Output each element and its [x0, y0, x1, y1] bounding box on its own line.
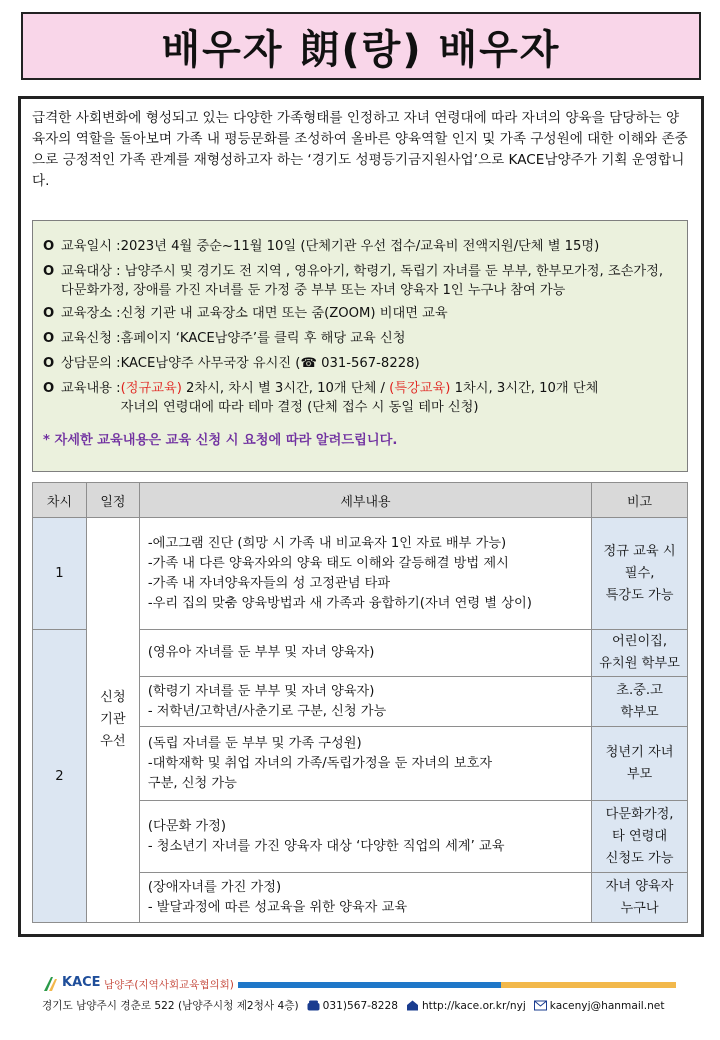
detail-cell: (영유아 자녀를 둔 부부 및 자녀 양육자) — [139, 630, 591, 677]
bullet-circle-icon: O — [43, 381, 55, 396]
info-row-target — [43, 262, 677, 300]
header-detail: 세부내용 — [139, 483, 591, 518]
table-header-row — [33, 483, 688, 518]
header-note: 비고 — [592, 483, 688, 518]
detail-cell: (학령기 자녀를 둔 부부 및 자녀 양육자) - 저학년/고학년/사춘기로 구분, 신청 가능 — [139, 677, 591, 727]
session-cell: 2 — [33, 630, 87, 923]
info-row-date — [43, 237, 677, 256]
page-title: 배우자 朗(랑) 배우자 — [161, 26, 561, 73]
table-row — [33, 518, 688, 630]
bullet-circle-icon: O — [43, 356, 55, 371]
info-value: 남양주시 및 경기도 전 지역 , 영유아기, 학령기, 독립기 자녀를 둔 부부, 한부모가정, 조손가정, 다문화가정, 장애를 가진 자녀를 둔 가정 중 부부 또는 자녀 양육자 1인 누구나 참여 가능 — [61, 264, 664, 298]
info-label: 교육내용 : — [61, 381, 121, 396]
info-label: 교육대상 : — [61, 264, 125, 279]
kace-logo-icon — [42, 975, 60, 993]
title-banner — [21, 12, 701, 80]
info-value: 2023년 4월 중순~11월 10일 (단체기관 우선 접수/교육비 전액지원/단체 별 15명) — [120, 239, 600, 254]
phone-icon — [307, 1000, 320, 1011]
info-row-apply — [43, 329, 677, 348]
detail-cell: (독립 자녀를 둔 부부 및 가족 구성원) -대학재학 및 취업 자녀의 가족/독립가정을 둔 자녀의 보호자 구분, 신청 가능 — [139, 727, 591, 801]
bullet-circle-icon: O — [43, 239, 55, 254]
note-cell: 어린이집, 유치원 학부모 — [592, 630, 688, 677]
logo-divider — [238, 982, 676, 988]
footer-contact — [42, 998, 692, 1013]
note-cell: 자녀 양육자 누구나 — [592, 873, 688, 923]
bullet-circle-icon: O — [43, 306, 55, 321]
footer-logo — [42, 973, 678, 995]
note-cell: 청년기 자녀 부모 — [592, 727, 688, 801]
info-footnote: * 자세한 교육내용은 교육 신청 시 요청에 따라 알려드립니다. — [43, 433, 398, 448]
logo-subtitle: 남양주(지역사회교육협의회) — [104, 979, 234, 991]
logo-text: KACE — [62, 975, 101, 990]
regular-course-tag: (정규교육) — [120, 381, 182, 396]
schedule-cell: 신청 기관 우선 — [86, 518, 139, 923]
detail-cell: (다문화 가정) - 청소년기 자녀를 가진 양육자 대상 ‘다양한 직업의 세계’ 교육 — [139, 801, 591, 873]
info-label: 상담문의 : — [61, 356, 121, 371]
session-cell: 1 — [33, 518, 87, 630]
intro-paragraph: 급격한 사회변화에 형성되고 있는 다양한 가족형태를 인정하고 자녀 연령대에 따라 자녀의 양육을 담당하는 양육자의 역할을 돌아보며 가족 내 평등문화를 조성하여 올바른 양육역할 인지 및 가족 구성원에 대한 이해와 존중으로 긍정적인 가족 관계를 재형성하고자 하는 ‘경기도 성평등기금지원사업’으로 KACE남양주가 기획 운영합니다. — [32, 110, 688, 189]
info-value: 홈페이지 ‘KACE남양주’를 클릭 후 해당 교육 신청 — [120, 331, 406, 346]
detail-cell: -에고그램 진단 (희망 시 가족 내 비교육자 1인 자료 배부 가능) -가족 내 다른 양육자와의 양육 태도 이해와 갈등해결 방법 제시 -가족 내 자녀양육자들의 성 고정관념 타파 -우리 집의 맞춤 양육방법과 새 가족과 융합하기(자녀 연령 별 상이) — [139, 518, 591, 630]
info-box — [32, 220, 688, 472]
info-label: 교육장소 : — [61, 306, 121, 321]
footer-website[interactable]: http://kace.or.kr/nyj — [421, 999, 526, 1012]
footer-email[interactable]: kacenyj@hanmail.net — [549, 999, 665, 1012]
footer-phone: 031)567-8228 — [322, 999, 398, 1012]
bullet-circle-icon: O — [43, 264, 55, 279]
home-icon — [406, 1000, 419, 1011]
info-row-content: O 교육내용 : (정규교육) 2차시, 차시 별 3시간, 10개 단체 / (특강교육) 1차시, 3시간, 10개 단체 자녀의 연령대에 따라 테마 결정 (단체 접수 시 동일 테마 신청) — [43, 381, 599, 415]
detail-cell: (장애자녀를 가진 가정) - 발달과정에 따른 성교육을 위한 양육자 교육 — [139, 873, 591, 923]
footer-address: 경기도 남양주시 경춘로 522 (남양주시청 제2청사 4층) — [42, 1000, 299, 1012]
header-session: 차시 — [33, 483, 87, 518]
special-course-tag: (특강교육) — [389, 381, 451, 396]
note-cell: 정규 교육 시 필수, 특강도 가능 — [592, 518, 688, 630]
header-schedule: 일정 — [86, 483, 139, 518]
schedule-table — [32, 482, 688, 923]
info-label: 교육신청 : — [61, 331, 121, 346]
info-row-place — [43, 304, 677, 323]
email-icon — [534, 1000, 547, 1011]
info-label: 교육일시 : — [61, 239, 121, 254]
content-theme-note: 자녀의 연령대에 따라 테마 결정 (단체 접수 시 동일 테마 신청) — [120, 400, 479, 415]
info-value: 신청 기관 내 교육장소 대면 또는 줌(ZOOM) 비대면 교육 — [120, 306, 448, 321]
bullet-circle-icon: O — [43, 331, 55, 346]
info-value: KACE남양주 사무국장 유시진 (☎ 031-567-8228) — [120, 356, 420, 371]
note-cell: 초.중.고 학부모 — [592, 677, 688, 727]
note-cell: 다문화가정, 타 연령대 신청도 가능 — [592, 801, 688, 873]
info-row-contact — [43, 354, 677, 373]
